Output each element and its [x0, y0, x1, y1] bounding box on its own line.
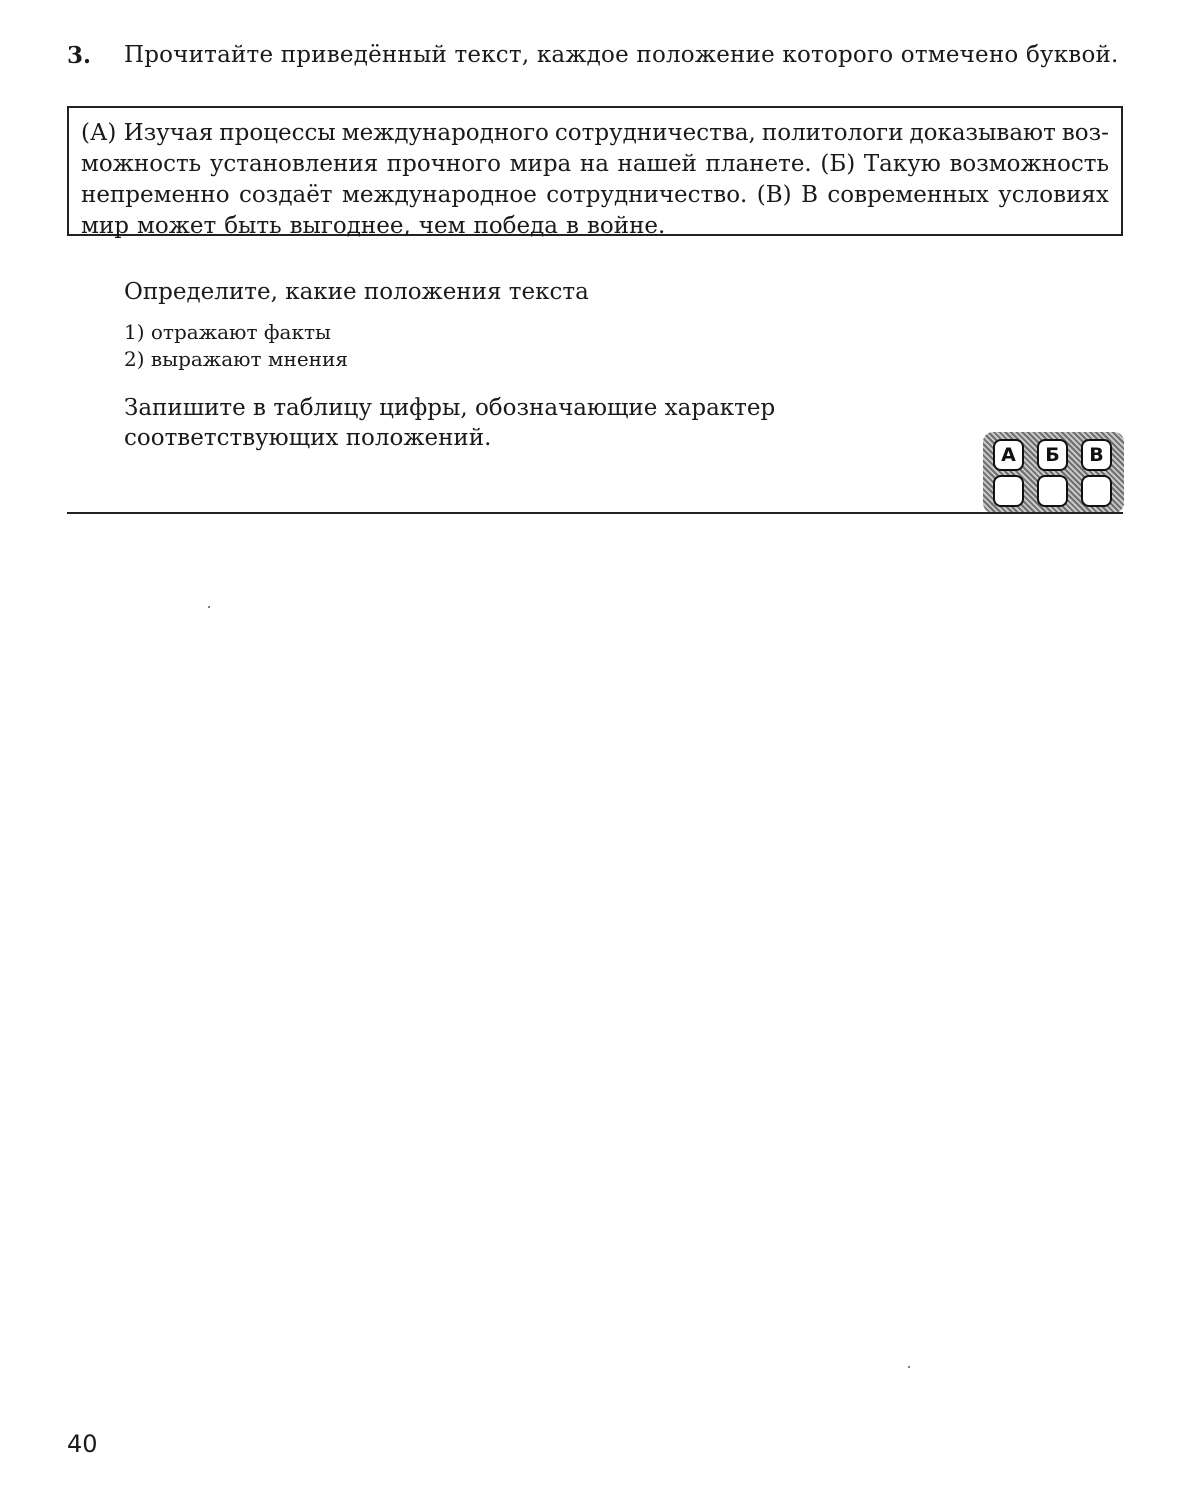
passage-word: воз- — [1061, 120, 1109, 146]
passage-word: возможность — [949, 151, 1109, 177]
passage-line — [81, 211, 1109, 242]
answer-cell-v[interactable] — [1081, 475, 1112, 507]
passage-word: (Б) — [820, 151, 856, 177]
passage-word: современных — [827, 182, 989, 208]
answer-table — [983, 432, 1124, 513]
passage-word: мира — [509, 151, 572, 177]
passage-word: доказывают — [909, 120, 1056, 146]
passage-word: создаёт — [239, 182, 333, 208]
passage-word: процессы — [219, 120, 336, 146]
passage-word: планете. — [705, 151, 812, 177]
question-prompt: Определите, какие положения текста — [124, 279, 589, 305]
passage-word: может — [136, 213, 217, 239]
passage-word: В — [801, 182, 818, 208]
answer-cell-a[interactable] — [993, 475, 1024, 507]
passage-word: (В) — [756, 182, 792, 208]
passage-line — [81, 180, 1109, 211]
passage-line — [81, 149, 1109, 180]
option-facts: 1) отражают факты — [124, 320, 331, 344]
answer-header-a: А — [993, 439, 1024, 471]
passage-word: прочного — [386, 151, 501, 177]
answer-cell-b[interactable] — [1037, 475, 1068, 507]
passage-word: чем — [418, 213, 466, 239]
section-divider — [67, 512, 1123, 514]
answer-header-v: В — [1081, 439, 1112, 471]
scan-speck — [208, 606, 210, 608]
write-instruction-line: соответствующих положений. — [124, 425, 492, 451]
passage-word: политологи — [761, 120, 904, 146]
passage-word: сотрудничество. — [546, 182, 748, 208]
passage-word: условиях — [998, 182, 1109, 208]
task-number: 3. — [67, 42, 92, 69]
passage-box — [67, 106, 1123, 239]
passage-word: войне. — [586, 213, 666, 239]
passage-word: установления — [209, 151, 379, 177]
passage-word: выгоднее, — [289, 213, 411, 239]
passage-word: Такую — [863, 151, 941, 177]
passage-line — [81, 118, 1109, 149]
passage-word: быть — [224, 213, 282, 239]
write-instruction-line: Запишите в таблицу цифры, обозначающие характер — [124, 395, 776, 421]
option-opinions: 2) выражают мнения — [124, 347, 348, 371]
passage-word: (А) Изучая — [81, 120, 214, 146]
passage-word: международное — [341, 182, 537, 208]
passage-word: непременно — [81, 182, 230, 208]
passage-word: в — [566, 213, 579, 239]
passage-word: мир — [81, 213, 129, 239]
passage-word: на — [579, 151, 609, 177]
passage-word: нашей — [617, 151, 697, 177]
passage-word: сотрудничества, — [554, 120, 756, 146]
answer-header-b: Б — [1037, 439, 1068, 471]
scan-speck — [908, 1366, 910, 1368]
passage-word: международного — [341, 120, 549, 146]
page-number: 40 — [67, 1430, 98, 1458]
passage-word: можность — [81, 151, 202, 177]
task-instruction: Прочитайте приведённый текст, каждое положение которого отмечено буквой. — [124, 42, 1119, 68]
passage-word: победа — [473, 213, 559, 239]
